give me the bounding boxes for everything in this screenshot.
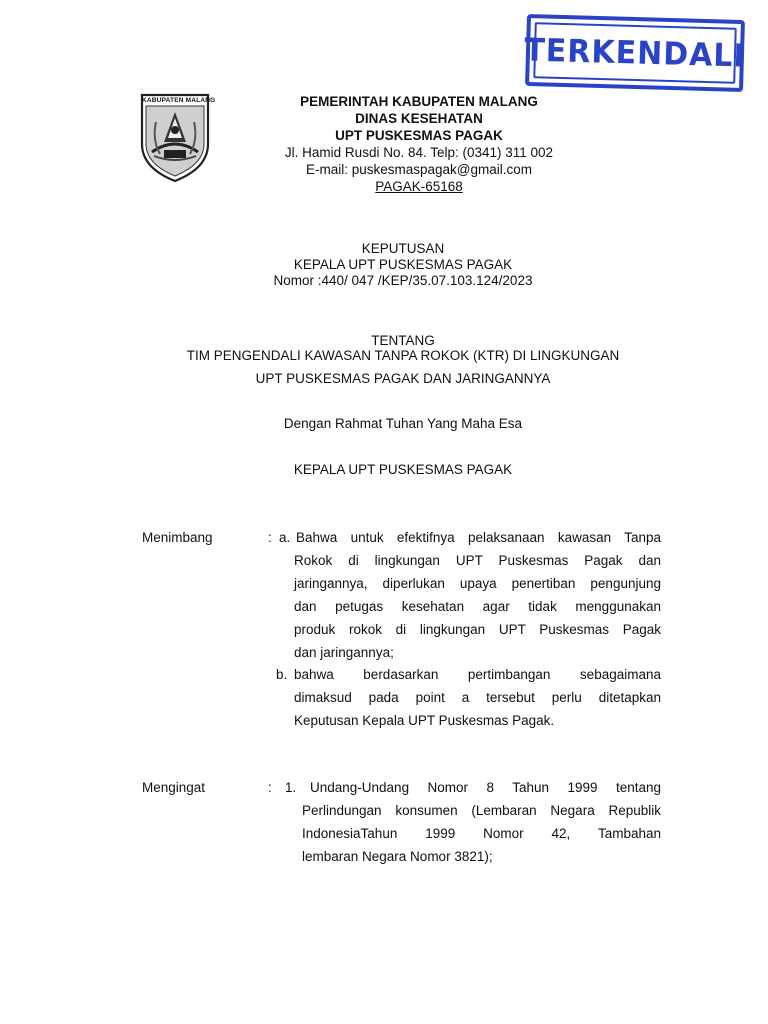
menimbang-a-line: dan jaringannya; [294, 645, 394, 660]
menimbang-a-line: Bahwa untuk efektifnya pelaksanaan kawasan Tanpa [296, 530, 661, 545]
menimbang-a-line: produk rokok di lingkungan UPT Puskesmas Pagak [294, 622, 661, 637]
menimbang-a-line: dan petugas kesehatan agar tidak menggunakan [294, 599, 661, 614]
menimbang-a-marker: a. [279, 530, 291, 545]
mengingat-label: Mengingat [142, 780, 206, 795]
letterhead-unit: UPT PUSKESMAS PAGAK [335, 128, 503, 143]
mengingat-item-1-line: Perlindungan konsumen (Lembaran Negara Republik [302, 803, 661, 818]
menimbang-colon: : [268, 530, 272, 545]
logo-caption: KABUPATEN MALANG [142, 97, 216, 104]
stamp-text: TERKENDALI [523, 31, 747, 75]
decree-number: Nomor :440/ 047 /KEP/35.07.103.124/2023 [273, 273, 533, 288]
letterhead-agency: DINAS KESEHATAN [355, 111, 483, 126]
mengingat-item-1-line: Undang-Undang Nomor 8 Tahun 1999 tentang [310, 780, 661, 795]
letterhead-government: PEMERINTAH KABUPATEN MALANG [300, 94, 538, 109]
issuer-heading: KEPALA UPT PUSKESMAS PAGAK [293, 462, 513, 477]
subject-line-2: UPT PUSKESMAS PAGAK DAN JARINGANNYA [255, 371, 551, 386]
terkendali-stamp [525, 14, 745, 92]
menimbang-b-line: Keputusan Kepala UPT Puskesmas Pagak. [294, 713, 555, 728]
letterhead-address: Jl. Hamid Rusdi No. 84. Telp: (0341) 311 002 [284, 145, 554, 160]
subject-tentang: TENTANG [371, 333, 435, 348]
decree-title: KEPUTUSAN [361, 241, 445, 256]
menimbang-a-line: Rokok di lingkungan UPT Puskesmas Pagak dan [294, 553, 661, 568]
mengingat-item-1-line: lembaran Negara Nomor 3821); [302, 849, 493, 864]
letterhead-postal: PAGAK-65168 [375, 179, 463, 194]
mengingat-colon: : [268, 780, 272, 795]
mengingat-item-1-line: IndonesiaTahun 1999 Nomor 42, Tambahan [302, 826, 661, 841]
decree-issuer: KEPALA UPT PUSKESMAS PAGAK [293, 257, 513, 272]
menimbang-label: Menimbang [142, 530, 213, 545]
menimbang-b-line: dimaksud pada point a tersebut perlu ditetapkan [294, 690, 661, 705]
subject-line-1: TIM PENGENDALI KAWASAN TANPA ROKOK (KTR) DI LINGKUNGAN [186, 348, 620, 363]
letterhead-email: E-mail: puskesmaspagak@gmail.com [305, 162, 533, 177]
menimbang-a-line: jaringannya, diperlukan upaya penertiban pengunjung [294, 576, 661, 591]
invocation: Dengan Rahmat Tuhan Yang Maha Esa [283, 416, 523, 431]
mengingat-item-1-marker: 1. [285, 780, 297, 795]
menimbang-b-line: bahwa berdasarkan pertimbangan sebagaimana [294, 667, 661, 682]
menimbang-b-marker: b. [276, 667, 288, 682]
